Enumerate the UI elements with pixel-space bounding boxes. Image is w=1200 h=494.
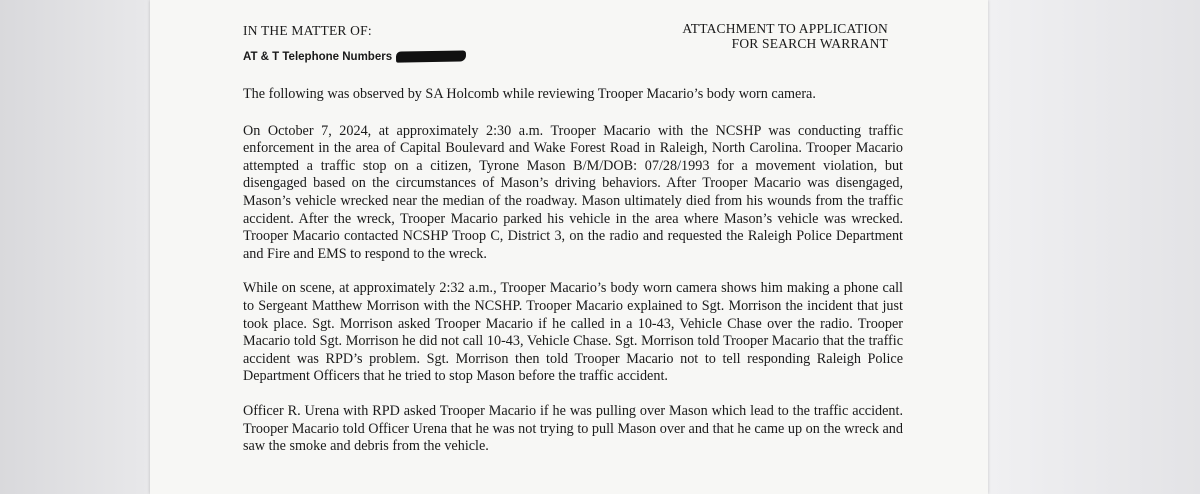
attachment-heading-line1: ATTACHMENT TO APPLICATION	[682, 21, 888, 36]
matter-heading: IN THE MATTER OF:	[243, 23, 372, 38]
paragraph-intro: The following was observed by SA Holcomb while reviewing Trooper Macario’s body worn camera.	[243, 86, 816, 102]
telephone-numbers-line	[243, 51, 466, 63]
attachment-heading-line2: FOR SEARCH WARRANT	[731, 36, 888, 51]
paragraph-phone-call: While on scene, at approximately 2:32 a.m., Trooper Macario’s body worn camera shows him making a phone call to Sergeant Matthew Morrison with the NCSHP. Trooper Macario explained to Sgt. Morrison the incident that just took place. Sgt. Morrison asked Trooper Macario if he called in a 10-43, Vehicle Chase over the radio. Trooper Macario told Sgt. Morrison he did not call 10-43, Vehicle Chase. Sgt. Morrison told Trooper Macario that the traffic accident was RPD’s problem. Sgt. Morrison then told Trooper Macario not to tell responding Raleigh Police Department Officers that he tried to stop Mason before the traffic accident.	[243, 280, 903, 385]
redaction-mark	[396, 50, 466, 62]
attachment-heading	[682, 21, 888, 51]
paragraph-officer-urena: Officer R. Urena with RPD asked Trooper Macario if he was pulling over Mason which lead to the traffic accident. Trooper Macario told Officer Urena that he was not trying to pull Mason over and that he came up on the wreck and saw the smoke and debris from the vehicle.	[243, 402, 903, 455]
document-page	[150, 0, 988, 494]
document-body	[243, 86, 903, 473]
telephone-numbers-label: AT & T Telephone Numbers	[243, 51, 393, 63]
paragraph-incident: On October 7, 2024, at approximately 2:30 a.m. Trooper Macario with the NCSHP was conducting traffic enforcement in the area of Capital Boulevard and Wake Forest Road in Raleigh, North Carolina. Trooper Macario attempted a traffic stop on a citizen, Tyrone Mason B/M/DOB: 07/28/1993 for a movement violation, but disengaged based on the circumstances of Mason’s driving behaviors. After Trooper Macario was disengaged, Mason’s vehicle wrecked near the median of the roadway. Mason ultimately died from his wounds from the traffic accident. After the wreck, Trooper Macario parked his vehicle in the area where Mason’s vehicle was wrecked. Trooper Macario contacted NCSHP Troop C, District 3, on the radio and requested the Raleigh Police Department and Fire and EMS to respond to the wreck.	[243, 122, 903, 262]
background-right	[988, 0, 1200, 494]
background-left	[0, 0, 150, 494]
